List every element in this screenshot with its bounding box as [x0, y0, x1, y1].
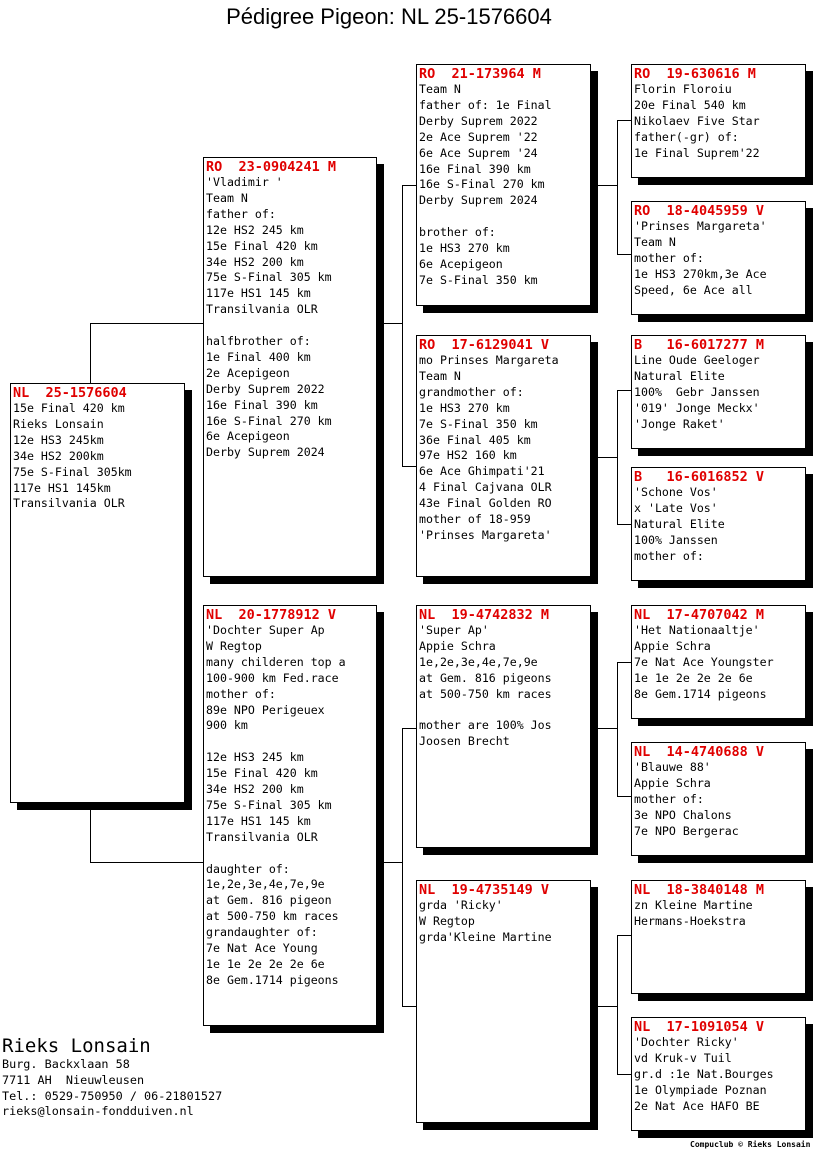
grandsire-dam-card	[416, 605, 591, 848]
info-line: 20e Final 540 km	[634, 97, 746, 112]
info-line	[206, 318, 374, 334]
pigeon-info	[634, 219, 803, 299]
info-line: 1e 1e 2e 2e 2e 6e	[206, 957, 325, 971]
connector	[376, 323, 402, 324]
ring-number: NL 19-4735149 V	[419, 882, 550, 898]
pigeon-info	[634, 898, 803, 930]
pigeon-info	[206, 623, 374, 989]
info-line: 16e S-Final 270 km	[419, 177, 545, 192]
info-line: 2e Nat Ace HAFO BE	[634, 1098, 760, 1113]
info-line: 7e Nat Ace Youngster	[634, 654, 774, 669]
info-line: 36e Final 405 km	[419, 432, 531, 447]
info-line: mother of:	[634, 791, 704, 806]
great-grandparent-card	[631, 467, 806, 581]
page-title: Pédigree Pigeon: NL 25-1576604	[226, 4, 552, 29]
granddam-sire-card	[416, 335, 591, 577]
info-line: 7e NPO Bergerac	[634, 823, 739, 838]
info-line: 1e,2e,3e,4e,7e,9e	[419, 654, 538, 669]
ring-number: NL 17-1091054 V	[634, 1019, 765, 1035]
pigeon-info	[206, 175, 374, 461]
pigeon-info	[634, 82, 803, 162]
info-line: Derby Suprem 2022	[206, 381, 325, 396]
connector	[590, 457, 617, 458]
connector	[617, 935, 632, 936]
owner-phone: Tel.: 0529-750950 / 06-21801527	[2, 1088, 223, 1103]
info-line: halfbrother of:	[206, 334, 311, 349]
info-line	[419, 209, 588, 225]
connector	[617, 662, 632, 663]
great-grandparent-card	[631, 605, 806, 719]
info-line: mother are 100% Jos	[419, 718, 552, 733]
info-line: W Regtop	[206, 638, 262, 653]
ring-number: RO 17-6129041 V	[419, 337, 550, 353]
info-line: at 500-750 km races	[419, 686, 552, 701]
info-line: 'Blauwe 88'	[634, 760, 711, 774]
info-line: 89e NPO Perigeuex	[206, 702, 325, 717]
pigeon-info	[419, 82, 588, 289]
info-line: Transilvania OLR	[206, 302, 318, 317]
connector	[402, 1006, 417, 1007]
info-line: 1e Olympiade Poznan	[634, 1082, 767, 1097]
info-line: father of:	[206, 206, 276, 221]
info-line: 34e HS2 200 km	[206, 254, 304, 269]
connector	[617, 1074, 632, 1075]
info-line: Appie Schra	[419, 638, 496, 653]
connector	[90, 802, 91, 862]
info-line: Nikolaev Five Star	[634, 113, 760, 128]
info-line: father(-gr) of:	[634, 129, 739, 144]
pigeon-info	[634, 353, 803, 433]
info-line: 100% Gebr Janssen	[634, 384, 760, 399]
owner-info	[2, 1035, 222, 1120]
owner-name: Rieks Lonsain	[2, 1035, 151, 1057]
info-line: 34e HS2 200km	[13, 448, 104, 463]
info-line: gr.d :1e Nat.Bourges	[634, 1066, 774, 1081]
info-line: 1e 1e 2e 2e 2e 6e	[634, 670, 753, 685]
info-line: Florin Floroiu	[634, 82, 732, 96]
info-line: 1e Final 400 km	[206, 349, 311, 364]
connector	[617, 390, 632, 391]
info-line: 15e Final 420 km	[206, 766, 318, 781]
info-line: 6e Acepigeon	[419, 256, 503, 271]
info-line: 100-900 km Fed.race	[206, 670, 339, 685]
pigeon-info	[634, 760, 803, 840]
great-grandparent-card	[631, 742, 806, 856]
ring-number: RO 19-630616 M	[634, 66, 756, 82]
connector	[402, 466, 417, 467]
info-line: 97e HS2 160 km	[419, 448, 517, 463]
pigeon-info	[419, 623, 588, 750]
info-line: '019' Jonge Meckx'	[634, 400, 760, 415]
info-line: at 500-750 km races	[206, 909, 339, 924]
great-grandparent-card	[631, 335, 806, 449]
info-line: 900 km	[206, 718, 248, 733]
info-line: Line Oude Geeloger	[634, 353, 760, 367]
info-line: 'Jonge Raket'	[634, 416, 725, 431]
info-line: 7e S-Final 350 km	[419, 272, 538, 287]
info-line: 1e,2e,3e,4e,7e,9e	[206, 877, 325, 892]
info-line: 6e Ace Ghimpati'21	[419, 464, 545, 479]
great-grandparent-card	[631, 201, 806, 315]
info-line: many childeren top a	[206, 654, 346, 669]
info-line	[206, 734, 374, 750]
info-line: 1e HS3 270 km	[419, 241, 510, 256]
pigeon-info	[419, 353, 588, 544]
connector	[617, 935, 618, 1074]
pigeon-info	[634, 1035, 803, 1115]
info-line	[419, 703, 588, 719]
footer-credit: Compuclub © Rieks Lonsain	[690, 1140, 811, 1149]
info-line: 7e S-Final 350 km	[419, 416, 538, 431]
info-line: 'Vladimir '	[206, 175, 283, 189]
info-line: 'Prinses Margareta'	[634, 219, 767, 233]
grandsire-sire-card	[416, 64, 591, 306]
ring-number: NL 17-4707042 M	[634, 607, 765, 623]
info-line: 117e HS1 145km	[13, 480, 111, 495]
info-line: Team N	[419, 368, 461, 383]
granddam-dam-card	[416, 880, 591, 1123]
connector	[617, 254, 632, 255]
info-line: 100% Janssen	[634, 532, 718, 547]
info-line: 6e Ace Suprem '24	[419, 145, 538, 160]
info-line: Speed, 6e Ace all	[634, 282, 753, 297]
info-line: Joosen Brecht	[419, 734, 510, 749]
connector	[617, 120, 632, 121]
info-line: Derby Suprem 2024	[419, 193, 538, 208]
ring-number: NL 18-3840148 M	[634, 882, 765, 898]
ring-number: RO 23-0904241 M	[206, 159, 337, 175]
info-line: 16e Final 390 km	[419, 161, 531, 176]
ring-number: NL 25-1576604	[13, 385, 127, 401]
info-line: 'Het Nationaaltje'	[634, 623, 760, 637]
info-line: Natural Elite	[634, 516, 725, 531]
pigeon-info	[634, 485, 803, 565]
info-line: 75e S-Final 305 km	[206, 797, 332, 812]
connector	[590, 185, 617, 186]
info-line: 16e S-Final 270 km	[206, 413, 332, 428]
info-line: 8e Gem.1714 pigeons	[634, 686, 767, 701]
connector	[402, 728, 403, 1006]
connector	[90, 323, 204, 324]
connector	[90, 862, 204, 863]
info-line: 12e HS3 245km	[13, 432, 104, 447]
info-line: 'Dochter Ricky'	[634, 1035, 739, 1049]
info-line: mother of 18-959	[419, 512, 531, 527]
owner-address: Burg. Backxlaan 58	[2, 1057, 130, 1071]
info-line: mother of:	[634, 548, 704, 563]
info-line: 'Dochter Super Ap	[206, 623, 325, 637]
info-line: Team N	[206, 190, 248, 205]
info-line: W Regtop	[419, 913, 475, 928]
info-line: 8e Gem.1714 pigeons	[206, 972, 339, 987]
info-line: Natural Elite	[634, 368, 725, 383]
info-line: Transilvania OLR	[13, 496, 125, 511]
connector	[590, 728, 617, 729]
info-line: 12e HS2 245 km	[206, 222, 304, 237]
info-line: Hermans-Hoekstra	[634, 913, 746, 928]
info-line: mother of:	[206, 686, 276, 701]
sire-card	[203, 157, 377, 577]
info-line: 117e HS1 145 km	[206, 286, 311, 301]
great-grandparent-card	[631, 64, 806, 178]
info-line: daughter of:	[206, 861, 290, 876]
info-line: zn Kleine Martine	[634, 898, 753, 912]
info-line: Derby Suprem 2024	[206, 445, 325, 460]
connector	[402, 185, 403, 466]
connector	[90, 323, 91, 383]
info-line: Derby Suprem 2022	[419, 113, 538, 128]
info-line: 1e Final Suprem'22	[634, 145, 760, 160]
dam-card	[203, 605, 377, 1026]
great-grandparent-card	[631, 880, 806, 994]
info-line: grandaughter of:	[206, 925, 318, 940]
info-line: 'Prinses Margareta'	[419, 527, 552, 542]
info-line: brother of:	[419, 225, 496, 240]
connector	[617, 662, 618, 796]
info-line: grda 'Ricky'	[419, 898, 503, 912]
info-line: 7e Nat Ace Young	[206, 941, 318, 956]
pigeon-info	[634, 623, 803, 703]
info-line: 43e Final Golden RO	[419, 496, 552, 511]
info-line: Team N	[634, 234, 676, 249]
ring-number: RO 21-173964 M	[419, 66, 541, 82]
info-line: mother of:	[634, 250, 704, 265]
info-line: grandmother of:	[419, 384, 524, 399]
info-line: 'Super Ap'	[419, 623, 489, 637]
info-line: Transilvania OLR	[206, 829, 318, 844]
connector	[617, 120, 618, 254]
info-line: 16e Final 390 km	[206, 397, 318, 412]
owner-city: 7711 AH Nieuwleusen	[2, 1072, 145, 1087]
info-line: 'Schone Vos'	[634, 485, 718, 499]
connector	[402, 185, 417, 186]
ring-number: B 16-6016852 V	[634, 469, 765, 485]
subject-card	[10, 383, 185, 803]
info-line: 1e HS3 270km,3e Ace	[634, 266, 767, 281]
info-line: Team N	[419, 82, 461, 96]
info-line: 3e NPO Chalons	[634, 807, 732, 822]
pigeon-info	[419, 898, 588, 946]
info-line: 2e Acepigeon	[206, 365, 290, 380]
connector	[402, 728, 417, 729]
info-line: 4 Final Cajvana OLR	[419, 480, 552, 495]
info-line: at Gem. 816 pigeon	[206, 893, 332, 908]
connector	[617, 390, 618, 524]
connector	[617, 524, 632, 525]
info-line: 75e S-Final 305km	[13, 464, 132, 479]
info-line: vd Kruk-v Tuil	[634, 1050, 732, 1065]
info-line: father of: 1e Final	[419, 97, 552, 112]
ring-number: B 16-6017277 M	[634, 337, 765, 353]
ring-number: NL 20-1778912 V	[206, 607, 337, 623]
info-line: 2e Ace Suprem '22	[419, 129, 538, 144]
info-line: x 'Late Vos'	[634, 500, 718, 515]
connector	[376, 862, 402, 863]
info-line: mo Prinses Margareta	[419, 353, 559, 367]
info-line: 6e Acepigeon	[206, 429, 290, 444]
ring-number: NL 14-4740688 V	[634, 744, 765, 760]
info-line: 117e HS1 145 km	[206, 813, 311, 828]
info-line: 15e Final 420 km	[206, 238, 318, 253]
info-line: 12e HS3 245 km	[206, 750, 304, 765]
ring-number: NL 19-4742832 M	[419, 607, 550, 623]
connector	[590, 1006, 617, 1007]
great-grandparent-card	[631, 1017, 806, 1131]
info-line: 1e HS3 270 km	[419, 400, 510, 415]
info-line: Rieks Lonsain	[13, 416, 104, 431]
info-line: Appie Schra	[634, 775, 711, 790]
pigeon-info	[13, 401, 182, 512]
info-line: 15e Final 420 km	[13, 401, 125, 415]
info-line: Appie Schra	[634, 638, 711, 653]
info-line: grda'Kleine Martine	[419, 929, 552, 944]
info-line	[206, 846, 374, 862]
owner-email: rieks@lonsain-fondduiven.nl	[2, 1104, 194, 1119]
connector	[617, 796, 632, 797]
ring-number: RO 18-4045959 V	[634, 203, 765, 219]
info-line: 34e HS2 200 km	[206, 782, 304, 797]
info-line: at Gem. 816 pigeons	[419, 670, 552, 685]
info-line: 75e S-Final 305 km	[206, 270, 332, 285]
